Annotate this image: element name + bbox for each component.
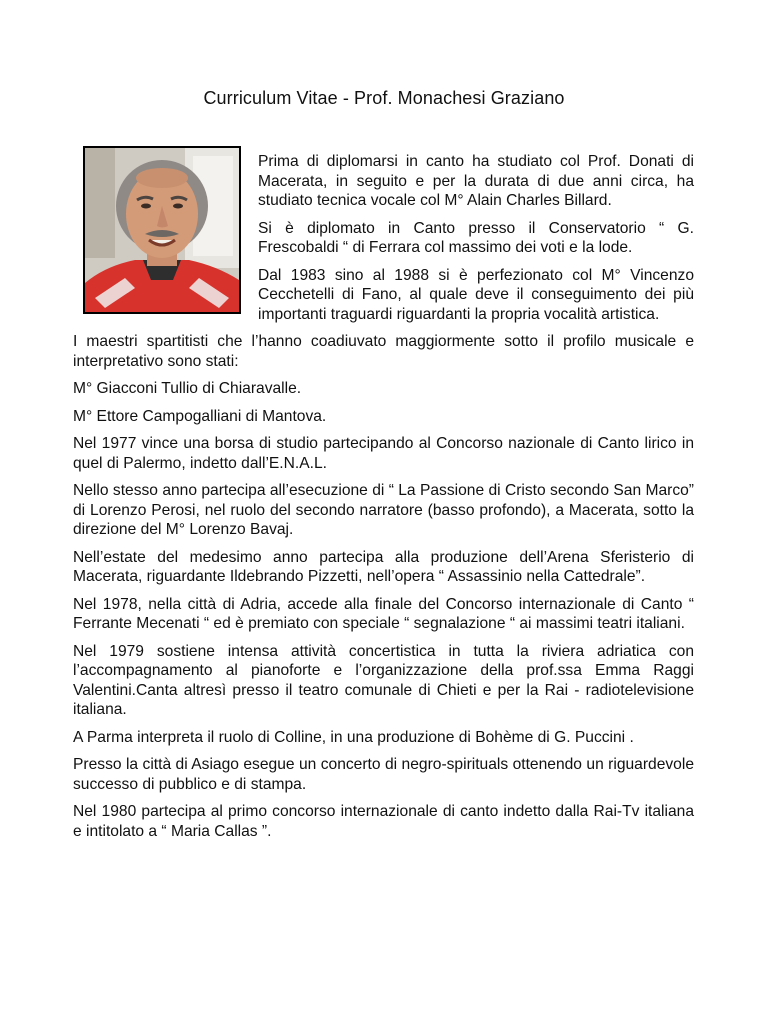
paragraph-9: Nell’estate del medesimo anno partecipa alla produzione dell’Arena Sferisterio di Macerata, riguardante Ildebrando Pizzetti, nell’opera “ Assassinio nella Cattedrale”. <box>73 548 694 585</box>
paragraph-10: Nel 1978, nella città di Adria, accede alla finale del Concorso internazionale di Canto “ Ferrante Mecenati “ ed è premiato con speciale “ segnalazione “ ai massimi teatri italiani. <box>73 595 694 632</box>
body-text <box>73 152 694 849</box>
paragraph-12: A Parma interpreta il ruolo di Colline, in una produzione di Bohème di G. Puccini . <box>73 728 634 746</box>
paragraph-13: Presso la città di Asiago esegue un concerto di negro-spirituals ottenendo un riguardevole successo di pubblico e di stampa. <box>73 756 694 793</box>
paragraph-8: Nello stesso anno partecipa all’esecuzione di “ La Passione di Cristo secondo San Marco” di Lorenzo Perosi, nel ruolo del secondo narratore (basso profondo), a Macerata, sotto la direzione del M° Lorenzo Bavaj. <box>73 482 694 538</box>
paragraph-2: Si è diplomato in Canto presso il Conservatorio “ G. Frescobaldi “ di Ferrara col massimo dei voti e la lode. <box>258 219 694 256</box>
paragraph-11: Nel 1979 sostiene intensa attività concertistica in tutta la riviera adriatica con l’accompagnamento al pianoforte e l’organizzazione della prof.ssa Emma Raggi Valentini.Canta altresì presso il teatro comunale di Chieti e per la Rai - radiotelevisione italiana. <box>73 642 694 718</box>
page-title: Curriculum Vitae - Prof. Monachesi Graziano <box>203 88 565 108</box>
photo-float-spacer <box>73 152 258 322</box>
paragraph-14: Nel 1980 partecipa al primo concorso internazionale di canto indetto dalla Rai-Tv italiana e intitolato a “ Maria Callas ”. <box>73 803 694 840</box>
paragraph-6: M° Ettore Campogalliani di Mantova. <box>73 407 327 425</box>
paragraph-1: Prima di diplomarsi in canto ha studiato col Prof. Donati di Macerata, in seguito e per la durata di due anni circa, ha studiato tecnica vocale col M° Alain Charles Billard. <box>258 153 694 209</box>
paragraph-7: Nel 1977 vince una borsa di studio partecipando al Concorso nazionale di Canto lirico in quel di Palermo, indetto dall’E.N.A.L. <box>73 435 694 472</box>
paragraph-5: M° Giacconi Tullio di Chiaravalle. <box>73 380 302 397</box>
paragraph-3: Dal 1983 sino al 1988 si è perfezionato col M° Vincenzo Cecchetelli di Fano, al quale deve il conseguimento dei più importanti traguardi riguardanti la propria vocalità artistica. <box>258 266 694 323</box>
paragraph-4: I maestri spartitisti che l’hanno coadiuvato maggiormente sotto il profilo musicale e interpretativo sono stati: <box>73 333 694 370</box>
